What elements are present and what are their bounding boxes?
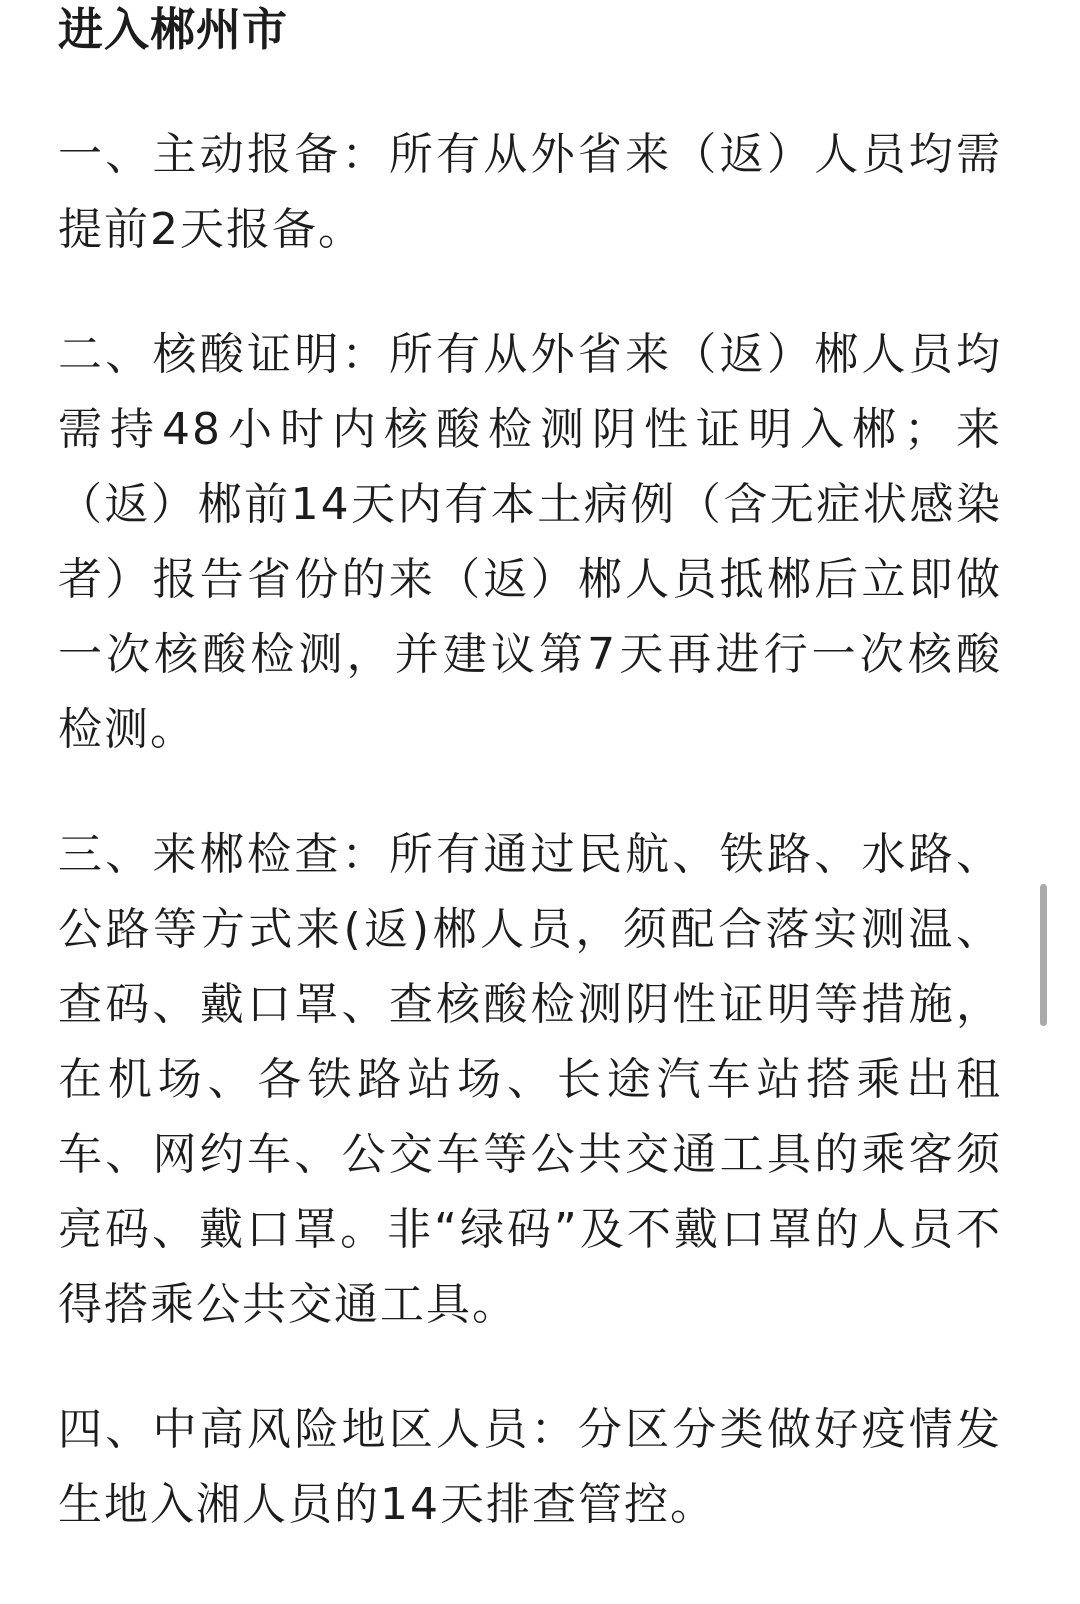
paragraph-line: 二、核酸证明：所有从外省来（返）郴人员均 xyxy=(58,329,1002,380)
paragraph-2 xyxy=(58,317,1002,767)
paragraph-line: 亮码、戴口罩。非“绿码”及不戴口罩的人员不 xyxy=(58,1204,1002,1255)
paragraph-1 xyxy=(58,117,1002,267)
paragraph-line: 四、中高风险地区人员：分区分类做好疫情发 xyxy=(58,1404,1002,1455)
paragraph-line: 三、来郴检查：所有通过民航、铁路、水路、 xyxy=(58,829,1002,880)
paragraph-line: 查码、戴口罩、查核酸检测阴性证明等措施， xyxy=(58,979,1002,1030)
page-title: 进入郴州市 xyxy=(58,3,289,56)
paragraph-line: 提前2天报备。 xyxy=(58,204,364,255)
paragraph-line: 公路等方式来(返)郴人员，须配合落实测温、 xyxy=(58,904,1002,955)
paragraph-line: 需持48小时内核酸检测阴性证明入郴；来 xyxy=(58,404,1002,455)
paragraph-line: 在机场、各铁路站场、长途汽车站搭乘出租 xyxy=(58,1054,1002,1105)
paragraph-line: 车、网约车、公交车等公共交通工具的乘客须 xyxy=(58,1129,1002,1180)
paragraph-line: 者）报告省份的来（返）郴人员抵郴后立即做 xyxy=(58,554,1002,605)
paragraph-line: 检测。 xyxy=(58,704,196,755)
document-content xyxy=(58,0,1002,1592)
paragraph-line: 一次核酸检测，并建议第7天再进行一次核酸 xyxy=(58,629,1002,680)
paragraph-4 xyxy=(58,1392,1002,1542)
paragraph-line: 生地入湘人员的14天排查管控。 xyxy=(58,1479,716,1530)
scrollbar-thumb[interactable] xyxy=(1040,884,1047,1026)
paragraph-line: 一、主动报备：所有从外省来（返）人员均需 xyxy=(58,129,1002,180)
paragraph-line: （返）郴前14天内有本土病例（含无症状感染 xyxy=(58,479,1002,530)
paragraph-3 xyxy=(58,817,1002,1342)
paragraph-line: 得搭乘公共交通工具。 xyxy=(58,1279,518,1330)
